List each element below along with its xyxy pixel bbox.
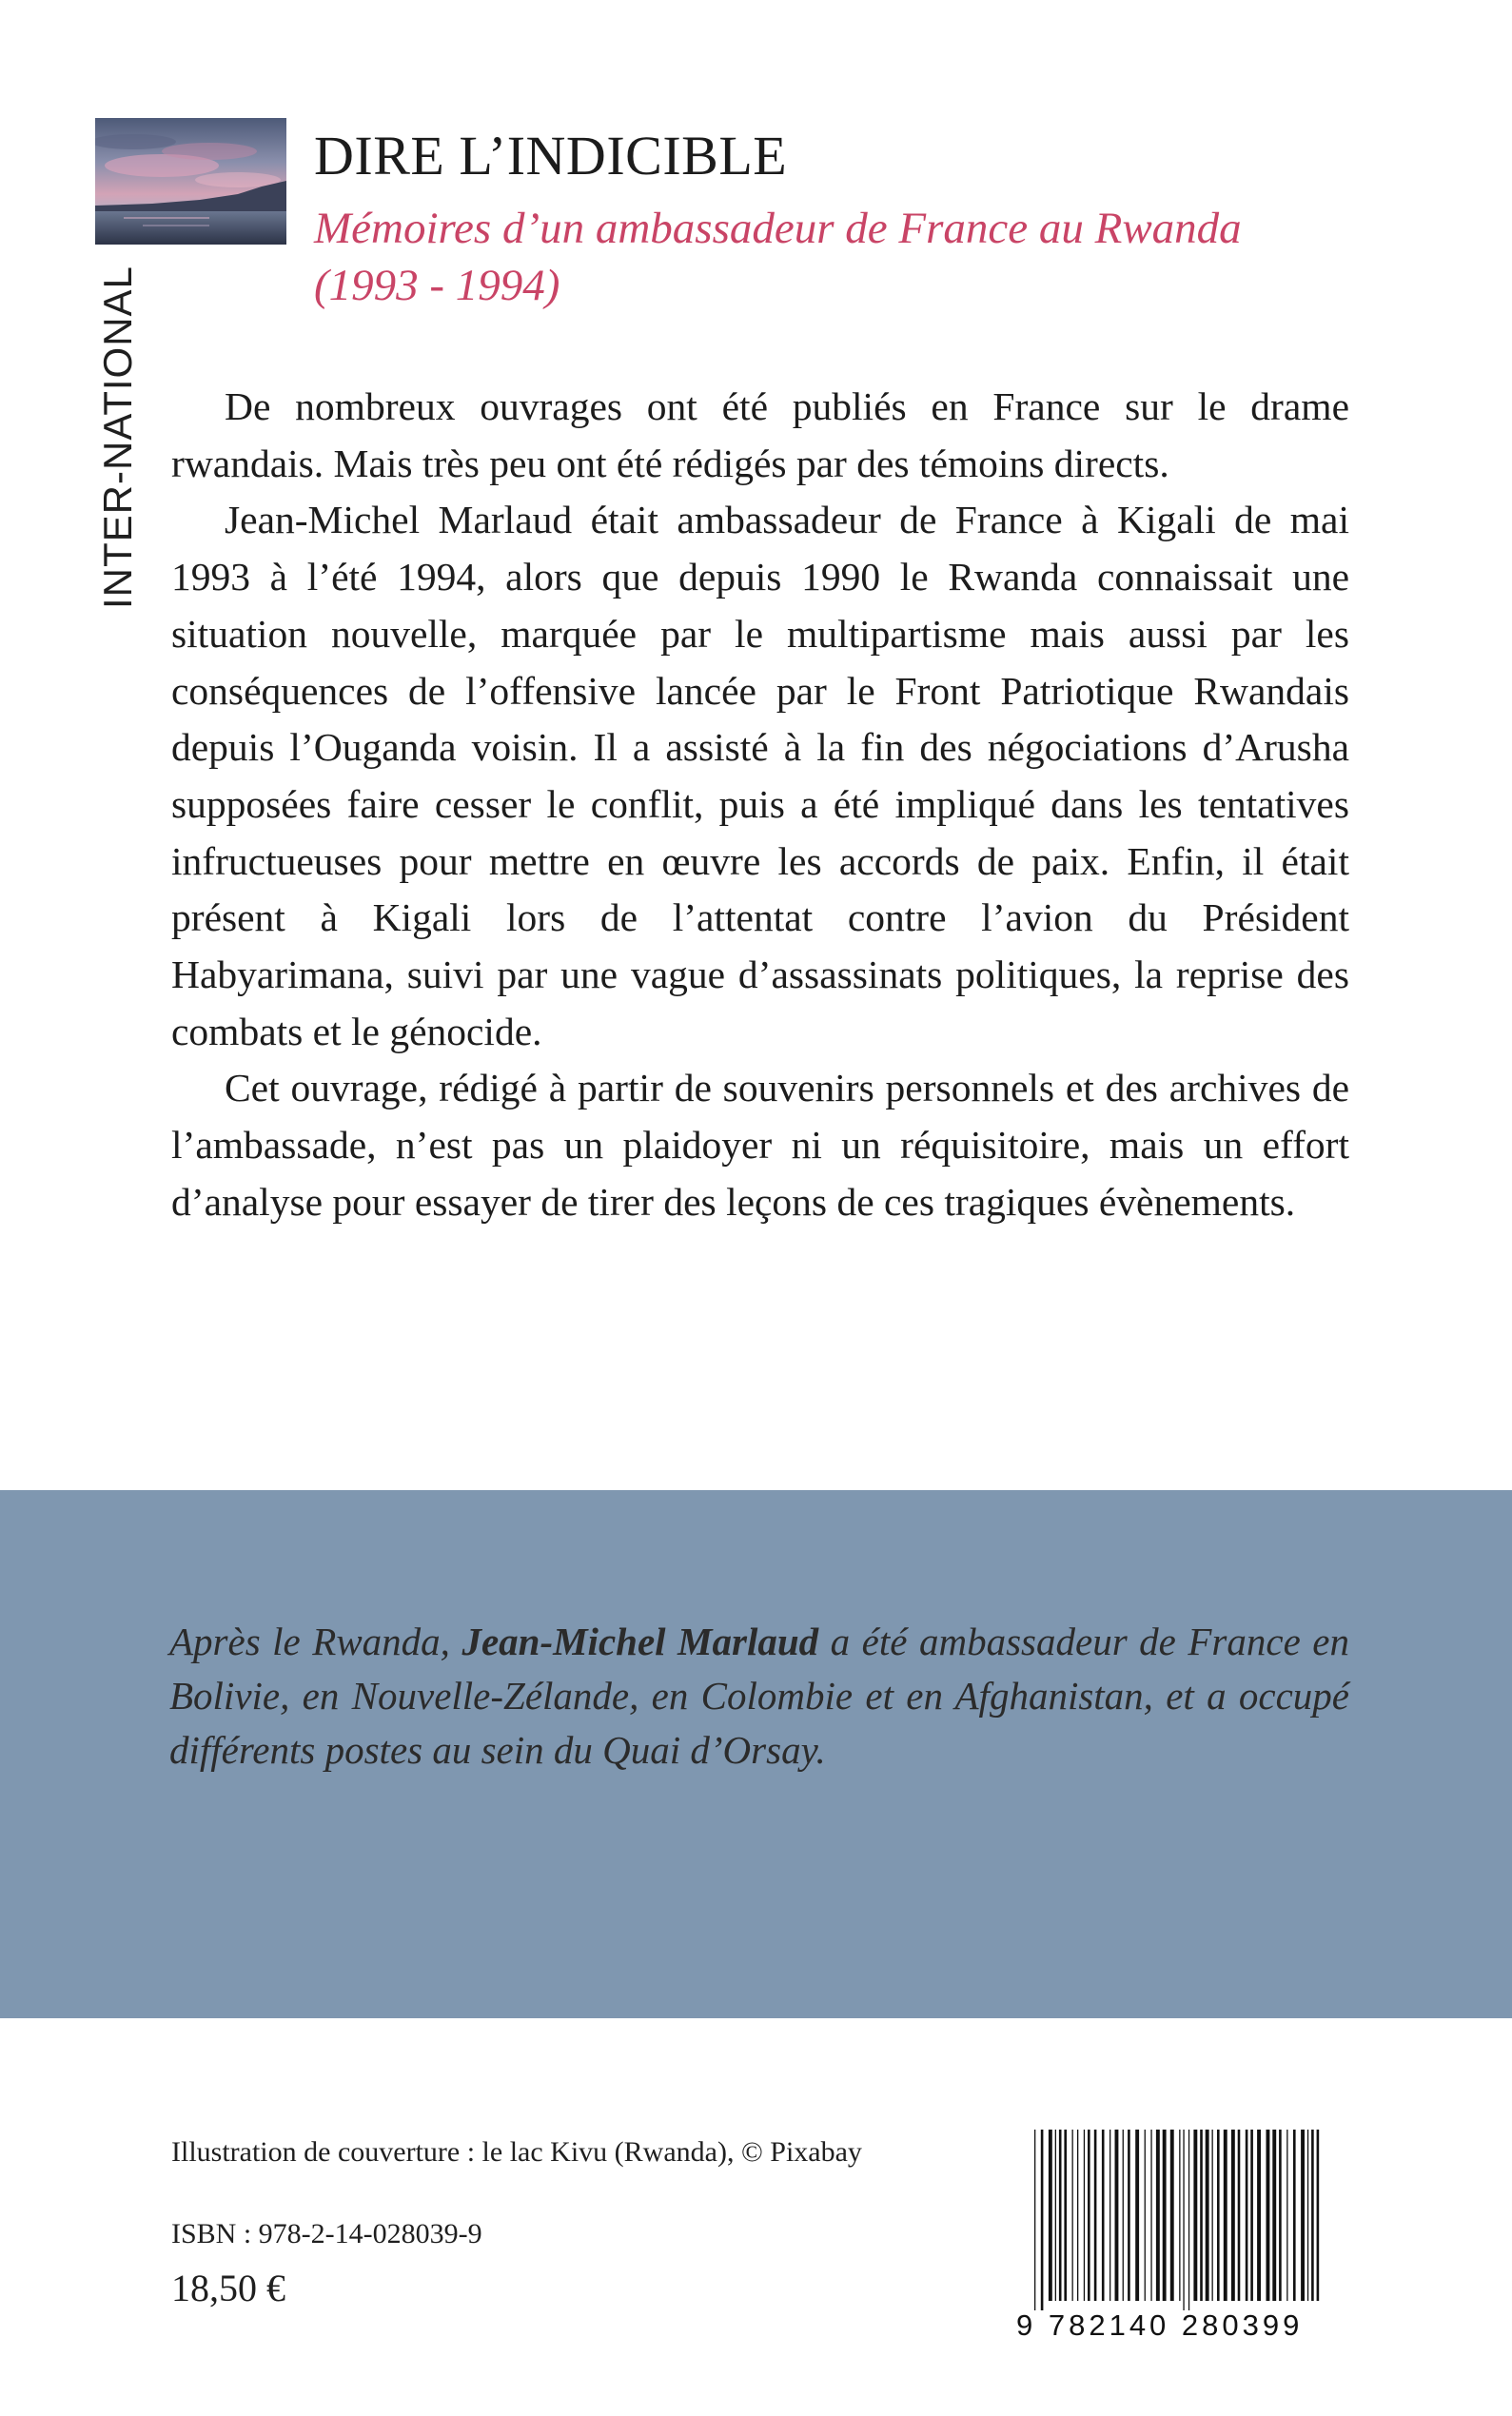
barcode-bar [1179,2130,1180,2301]
barcode-bar [1272,2130,1276,2301]
barcode-bar [1055,2130,1056,2301]
barcode-bar [1109,2130,1110,2301]
book-title: DIRE L’INDICIBLE [314,125,788,187]
barcode-bar [1246,2130,1248,2301]
barcode-bar [1077,2130,1078,2301]
barcode-bar [1231,2130,1235,2301]
barcode-bar [1183,2130,1184,2310]
barcode-bar [1170,2130,1174,2301]
barcode [1023,2130,1332,2310]
blurb-paragraph-2: Jean-Michel Marlaud était ambassadeur de France à Kigali de mai 1993 à l’été 1994, alors que depuis 1990 le Rwanda connaissait une situation nouvelle, marquée par le multipartisme mais aussi par les conséquences de l’offensive lancée par le Front Patriotique Rwandais depuis l’Ouganda voisin. Il a assisté à la fin des négociations d’Arusha supposées faire cesser le conflit, puis a été impliqué dans les tentatives infructueuses pour mettre en œuvre les accords de paix. Enfin, il était présent à Kigali lors de l’attentat contre l’avion du Président Habyarimana, suivi par une vague d’assassinats politiques, la reprise des combats et le génocide. [171,498,1349,1053]
barcode-bar [1059,2130,1062,2301]
barcode-bar [1034,2130,1035,2310]
illustration-credit: Illustration de couverture : le lac Kivu (Rwanda), © Pixabay [171,2136,862,2168]
barcode-number: 9 782140 280399 [1016,2308,1304,2342]
barcode-bar [1238,2130,1241,2301]
blurb [171,379,1349,1231]
price: 18,50 € [171,2267,285,2309]
barcode-bar [1317,2130,1320,2301]
bio-intro: Après le Rwanda, [169,1620,462,1663]
cover-thumbnail-lake-kivu [95,118,286,245]
barcode-bar [1150,2130,1151,2301]
author-bio [169,1615,1349,1778]
barcode-bar [1188,2130,1189,2310]
barcode-bar [1311,2130,1314,2301]
barcode-bar [1224,2130,1227,2301]
barcode-bar [1193,2130,1197,2301]
barcode-bar [1206,2130,1209,2301]
barcode-bar [1250,2130,1253,2301]
barcode-bar [1041,2130,1044,2310]
barcode-bar [1145,2130,1146,2301]
series-label: INTER-NATIONAL [95,265,140,609]
barcode-bar [1072,2130,1073,2301]
barcode-bar [1279,2130,1282,2301]
blurb-paragraph-3: Cet ouvrage, rédigé à partir de souvenirs personnels et des archives de l’ambassade, n’est pas un plaidoyer ni un réquisitoire, mais un effort d’analyse pour essayer de tirer des leçons de ces tragiques évènements. [171,1066,1349,1224]
barcode-bar [1212,2130,1213,2301]
barcode-bar [1049,2130,1052,2301]
barcode-bars [1034,2130,1320,2310]
barcode-bar [1084,2130,1085,2301]
isbn: ISBN : 978-2-14-028039-9 [171,2218,482,2249]
barcode-bar [1102,2130,1105,2301]
barcode-bar [1307,2130,1308,2301]
barcode-bar [1128,2130,1130,2301]
barcode-bar [1301,2130,1305,2301]
barcode-bar [1115,2130,1119,2301]
author-name: Jean-Michel Marlaud [461,1620,819,1663]
barcode-bar [1156,2130,1160,2301]
subtitle-line-1: Mémoires d’un ambassadeur de France au Rwanda [314,204,1242,253]
barcode-bar [1163,2130,1167,2301]
blurb-paragraph-1: De nombreux ouvrages ont été publiés en France sur le drame rwandais. Mais très peu ont été rédigés par des témoins directs. [171,384,1349,485]
barcode-bar [1293,2130,1296,2301]
barcode-bar [1088,2130,1090,2301]
bio-text: a été ambassadeur de France en Bolivie, en Nouvelle-Zélande, en Colombie et en Afghanistan, et a occupé différents postes au sein du Quai d’Orsay. [169,1620,1349,1772]
barcode-bar [1286,2130,1287,2301]
barcode-bar [1064,2130,1067,2301]
barcode-bar [1267,2130,1270,2301]
barcode-bar [1217,2130,1220,2301]
subtitle-line-2: (1993 - 1994) [314,261,560,310]
barcode-bar [1257,2130,1261,2301]
barcode-bar [1200,2130,1203,2301]
book-subtitle [314,200,1408,314]
barcode-bar [1123,2130,1124,2301]
barcode-bar [1094,2130,1097,2301]
barcode-bar [1135,2130,1139,2301]
